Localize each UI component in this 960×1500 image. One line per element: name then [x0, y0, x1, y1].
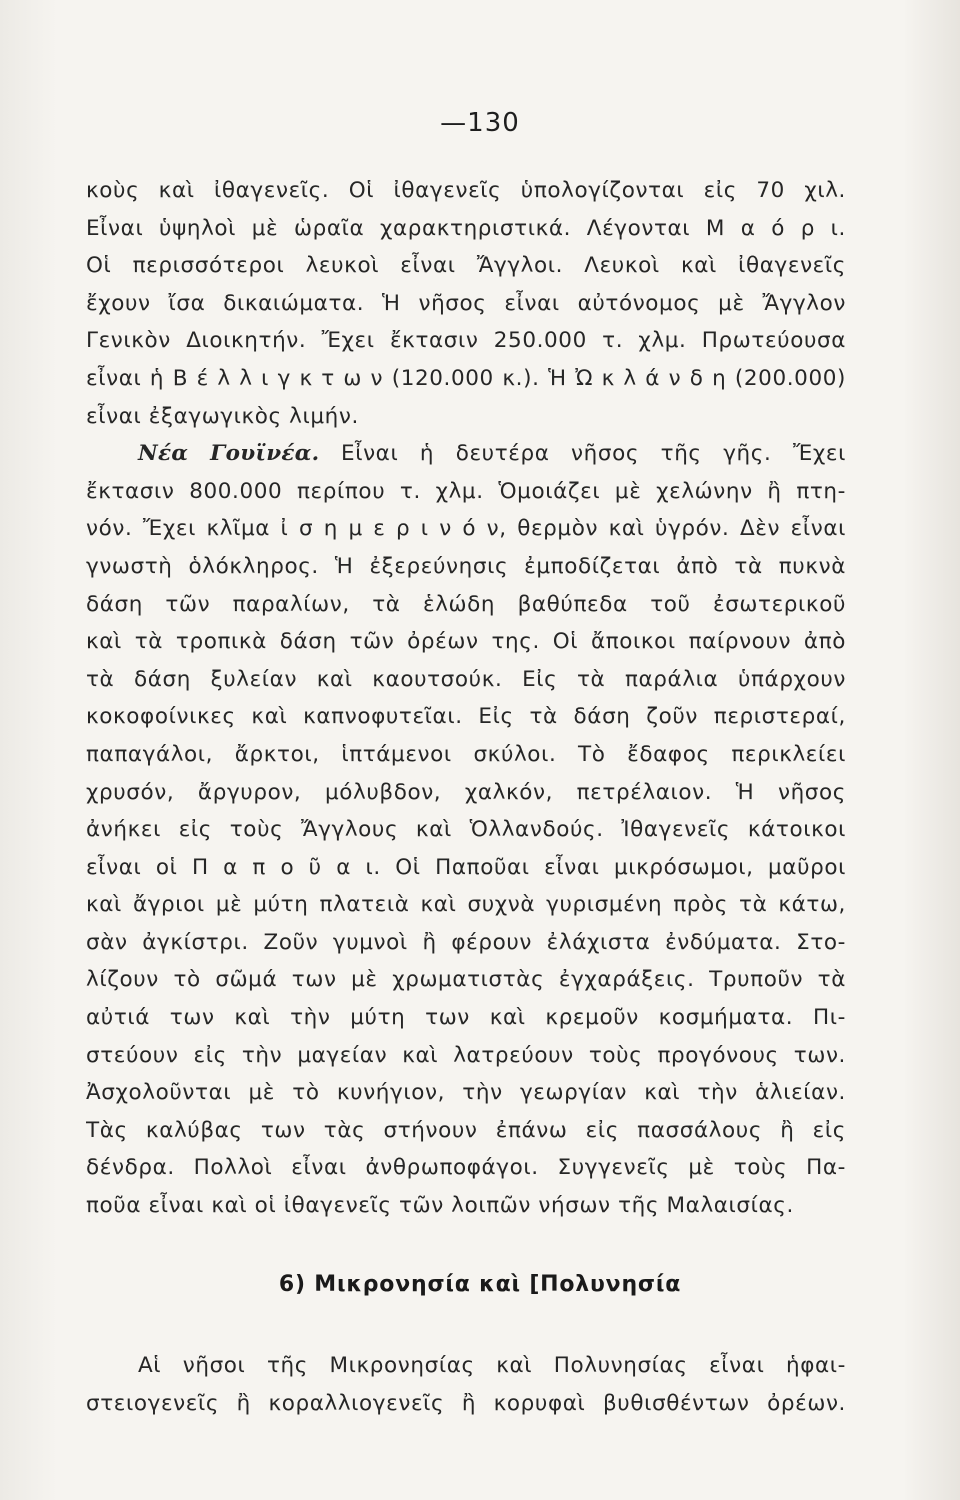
text-line: στεύουν εἰς τὴν μαγείαν καὶ λατρεύουν τοὺς προγόνους των.: [86, 1042, 846, 1068]
text-line: Τὰς καλύβας των τὰς στήνουν ἐπάνω εἰς πασσάλους ἢ εἰς: [86, 1117, 846, 1143]
text-line: λίζουν τὸ σῶμά των μὲ χρωματιστὰς ἐγχαράξεις. Τρυποῦν τὰ: [86, 967, 846, 993]
section-text-block: [86, 1347, 846, 1422]
text-line: ἔκτασιν 800.000 περίπου τ. χλμ. Ὁμοιάζει μὲ χελώνην ἢ πτη-: [86, 478, 846, 504]
text-line: σὰν ἀγκίστρι. Ζοῦν γυμνοὶ ἢ φέρουν ἐλάχιστα ἐνδύματα. Στο-: [86, 929, 846, 955]
text-line: Ἀσχολοῦνται μὲ τὸ κυνήγιον, τὴν γεωργίαν καὶ τὴν ἁλιείαν.: [86, 1080, 846, 1106]
text-line: κοὺς καὶ ἰθαγενεῖς. Οἱ ἰθαγενεῖς ὑπολογίζονται εἰς 70 χιλ.: [86, 178, 846, 203]
text-line: παπαγάλοι, ἄρκτοι, ἱπτάμενοι σκύλοι. Τὸ ἔδαφος περικλείει: [86, 741, 846, 767]
new-guinea-heading: Νέα Γουϊνέα.: [138, 441, 320, 467]
new-guinea-first-line: [86, 435, 846, 473]
text-line: κοκοφοίνικες καὶ καπνοφυτεῖαι. Εἰς τὰ δάση ζοῦν περιστεραί,: [86, 704, 846, 730]
text-line: Εἶναι ὑψηλοὶ μὲ ὡραῖα χαρακτηριστικά. Λέγονται Μ α ό ρ ι.: [86, 215, 846, 241]
text-line: Γενικὸν Διοικητήν. Ἔχει ἔκτασιν 250.000 τ. χλμ. Πρωτεύουσα: [86, 328, 846, 354]
text-line: αὐτιά των καὶ τὴν μύτη των καὶ κρεμοῦν κοσμήματα. Πι-: [86, 1005, 846, 1031]
page-number: —130: [440, 108, 520, 138]
text-line: εἶναι οἱ Π α π ο ῦ α ι. Οἱ Παποῦαι εἶναι μικρόσωμοι, μαῦροι: [86, 854, 846, 880]
text-line: τὰ δάση ξυλείαν καὶ καουτσούκ. Εἰς τὰ παράλια ὑπάρχουν: [86, 666, 846, 692]
text-line: δάση τῶν παραλίων, τὰ ἑλώδη βαθύπεδα τοῦ ἐσωτερικοῦ: [86, 591, 846, 617]
text-line: ποῦα εἶναι καὶ οἱ ἰθαγενεῖς τῶν λοιπῶν νήσων τῆς Μαλαισίας.: [86, 1193, 794, 1219]
text-line: εἶναι ἐξαγωγικὸς λιμήν.: [86, 403, 359, 429]
text-line: εἶναι ἡ Β έ λ λ ι γ κ τ ω ν (120.000 κ.). Ἡ Ὠ κ λ ά ν δ η (200.000): [86, 365, 846, 391]
text-line: δένδρα. Πολλοὶ εἶναι ἀνθρωποφάγοι. Συγγενεῖς μὲ τοὺς Πα-: [86, 1155, 846, 1181]
text-line: ἀνήκει εἰς τοὺς Ἄγγλους καὶ Ὁλλανδούς. Ἰθαγενεῖς κάτοικοι: [86, 817, 846, 843]
text-line: ἔχουν ἴσα δικαιώματα. Ἡ νῆσος εἶναι αὐτόνομος μὲ Ἄγγλον: [86, 290, 846, 316]
text-line: Αἱ νῆσοι τῆς Μικρονησίας καὶ Πολυνησίας εἶναι ἡφαι-: [138, 1353, 846, 1378]
section-heading: 6) Μικρονησία καὶ [Πολυνησία: [278, 1272, 682, 1297]
text-line: στειογενεῖς ἢ κοραλλιογενεῖς ἢ κορυφαὶ βυθισθέντων ὀρέων.: [86, 1390, 846, 1416]
text-line: γνωστὴ ὁλόκληρος. Ἡ ἐξερεύνησις ἐμποδίζεται ἀπὸ τὰ πυκνὰ: [86, 553, 846, 579]
main-text-block: [86, 172, 846, 1225]
new-guinea-first-line-text: Εἶναι ἡ δευτέρα νῆσος τῆς γῆς. Ἔχει: [341, 441, 846, 467]
text-line: νόν. Ἔχει κλῖμα ἰ σ η μ ε ρ ι ν ό ν, θερμὸν καὶ ὑγρόν. Δὲν εἶναι: [86, 516, 846, 542]
text-line: καὶ ἄγριοι μὲ μύτη πλατειὰ καὶ συχνὰ γυρισμένη πρὸς τὰ κάτω,: [86, 892, 846, 918]
text-line: Οἱ περισσότεροι λευκοὶ εἶναι Ἄγγλοι. Λευκοὶ καὶ ἰθαγενεῖς: [86, 253, 846, 279]
text-line: χρυσόν, ἄργυρον, μόλυβδον, χαλκόν, πετρέλαιον. Ἡ νῆσος: [86, 779, 846, 805]
text-line: καὶ τὰ τροπικὰ δάση τῶν ὀρέων της. Οἱ ἄποικοι παίρνουν ἀπὸ: [86, 629, 846, 655]
